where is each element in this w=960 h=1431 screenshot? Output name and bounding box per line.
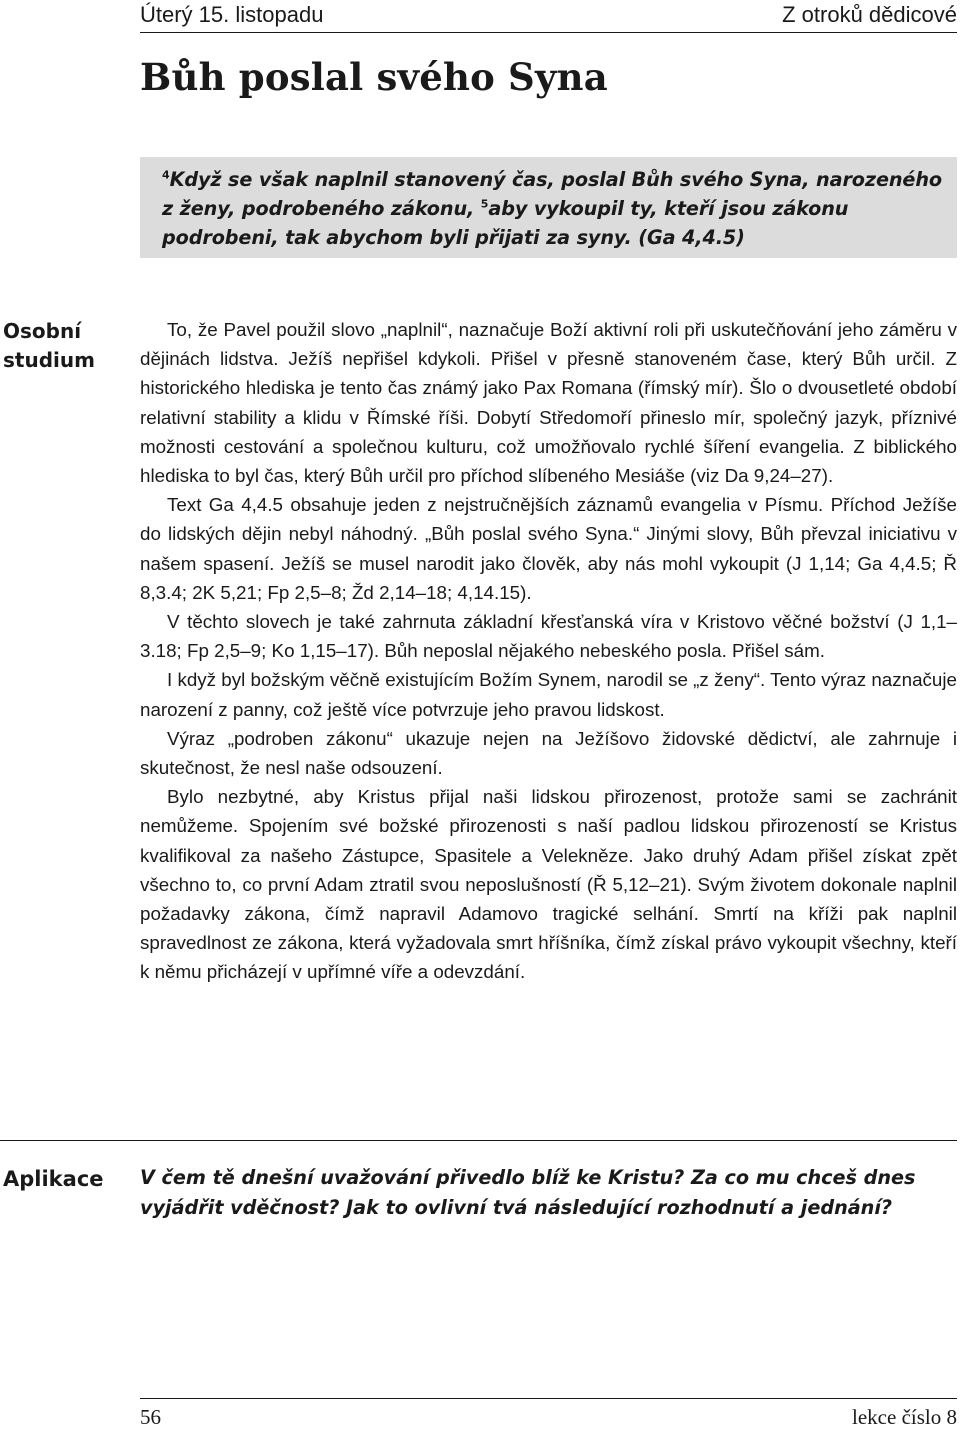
verse-box	[140, 157, 957, 258]
study-paragraph-2: Text Ga 4,4.5 obsahuje jeden z nejstručnějších záznamů evangelia v Písmu. Příchod Ježíše do lidských dějin nebyl náhodný. „Bůh poslal svého Syna.“ Jinými slovy, Bůh převzal iniciativu v našem spasení. Ježíš se musel narodit jako člověk, aby nás mohl vykoupit (J 1,14; Ga 4,4.5; Ř 8,3.4; 2K 5,21; Fp 2,5–8; Žd 2,14–18; 4,14.15).	[140, 494, 957, 603]
application-text: V čem tě dnešní uvažování přivedlo blíž ke Kristu? Za co mu chceš dnes vyjádřit vděčnost? Jak to ovlivní tvá následující rozhodnutí a jednání?	[140, 1166, 916, 1219]
study-paragraph-6: Bylo nezbytné, aby Kristus přijal naši lidskou přirozenost, protože sami se zachránit nemůžeme. Spojením své božské přirozenosti s naší padlou lidskou přirozeností se Kristus kvalifikoval za našeho Zástupce, Spasitele a Velekněze. Jako druhý Adam přišel získat zpět všechno to, co první Adam ztratil svou neposlušností (Ř 5,12–21). Svým životem dokonale naplnil požadavky zákona, čímž napravil Adamovo tragické selhání. Smrtí na kříži pak naplnil spravedlnost ze zákona, která vyžadovala smrt hříšníka, čímž získal právo vykoupit všechny, kteří k němu přicházejí v upřímné víře a odevzdání.	[140, 786, 957, 983]
header-date: Úterý 15. listopadu	[140, 2, 324, 27]
page-number: 56	[140, 1405, 161, 1429]
study-paragraph-3: V těchto slovech je také zahrnuta základní křesťanská víra v Kristovo věčné božství (J 1,1–3.18; Fp 2,5–9; Ko 1,15–17). Bůh neposlal nějakého nebeského posla. Přišel sám.	[140, 611, 957, 662]
application-label: Aplikace	[3, 1167, 104, 1191]
verse-text	[162, 165, 949, 252]
header-section-title: Z otroků dědicové	[782, 2, 957, 27]
study-label: Osobní studium	[3, 319, 95, 372]
study-paragraph-1: To, že Pavel použil slovo „naplnil“, naznačuje Boží aktivní roli při uskutečňování jeho záměru v dějinách lidstva. Ježíš nepřišel kdykoli. Přišel v přesně stanoveném čase, který Bůh určil. Z historického hlediska je tento čas známý jako Pax Romana (římský mír). Šlo o dvousetleté období relativní stability a klidu v Římské říši. Dobytí Středomoří přineslo mír, společný jazyk, příznivé možnosti cestování a společnou kulturu, což umožňovalo rychlé šíření evangelia. Z biblického hlediska to byl čas, který Bůh určil pro příchod slíbeného Mesiáše (viz Da 9,24–27).	[140, 319, 957, 487]
verse-number-5: 5	[480, 197, 489, 211]
study-paragraph-5: Výraz „podroben zákonu“ ukazuje nejen na Ježíšovo židovské dědictví, ale zahrnuje i skutečnost, že nesl naše odsouzení.	[140, 727, 957, 779]
page-header	[140, 0, 957, 33]
study-body	[140, 315, 957, 987]
verse-number-4: 4	[162, 168, 170, 182]
study-paragraph-4: I když byl božským věčně existujícím Božím Synem, narodil se „z ženy“. Tento výraz naznačuje narození z panny, což ještě více potvrzuje jeho pravou lidskost.	[140, 669, 957, 720]
lesson-number: lekce číslo 8	[852, 1405, 957, 1429]
page-title: Bůh poslal svého Syna	[140, 55, 608, 99]
verse-part-2: aby vykoupil ty, kteří jsou zákonu podrobeni, tak abychom byli přijati za syny. (Ga 4,4.5)	[162, 197, 849, 249]
header-rule	[140, 32, 957, 33]
verse-part-1: Když se však naplnil stanovený čas, poslal Bůh svého Syna, narozeného z ženy, podrobeného zákonu,	[162, 168, 942, 220]
application-rule	[0, 1140, 957, 1141]
footer-rule	[140, 1398, 957, 1399]
